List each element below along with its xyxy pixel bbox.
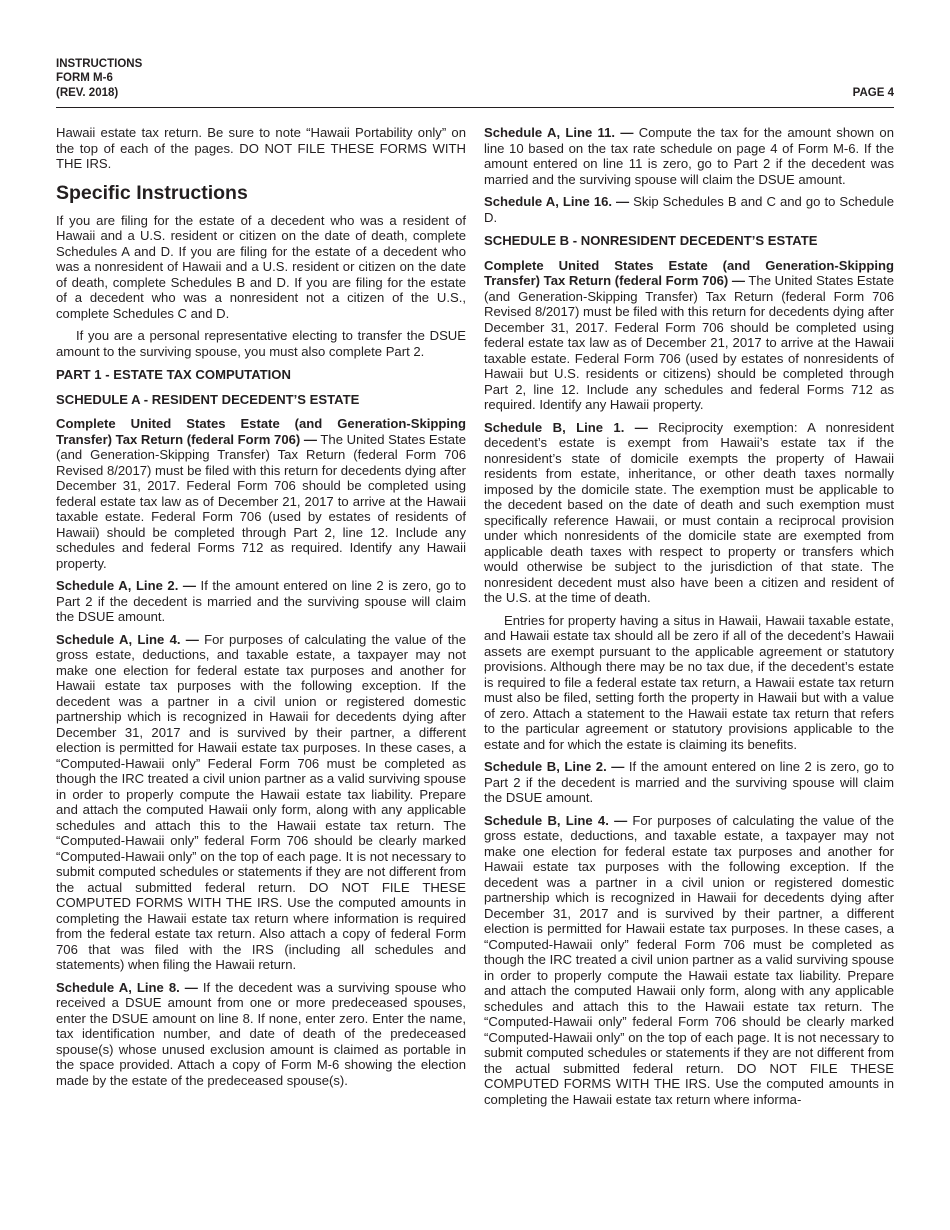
specific-instructions-title: Specific Instructions bbox=[56, 181, 248, 204]
page-number: PAGE 4 bbox=[852, 87, 894, 99]
specific-instructions-paragraph: If you are filing for the estate of a decedent who was a resident of Hawaii and a U.S. resident or citizen on the date of death, complete Schedules A and D. If you are filing for the estate of a decedent who was a nonresident of Hawaii and a U.S. resident or citizen on the date of death, complete Schedules B and D. If you are filing for the estate of a decedent who was a nonresident not a citizen of the U.S., complete Schedules C and D. bbox=[56, 212, 466, 321]
paragraph-body: The United States Estate (and Generation-Skipping Transfer) Tax Return (federal Form 706 Revised 8/2017) must be filed with this return for decedents dying after December 31, 2017. Federal Form 706 should be completed using federal estate tax law as of December 21, 2017 to arrive at the Hawaii taxable estate. Federal Form 706 (used by estates of nonresidents of Hawaii but U.S. residents or citizens) should be completed through Part 2, line 12. Include any schedules and federal Forms 712 as required. Identify any Hawaii property. bbox=[484, 273, 895, 412]
paragraph-body: For purposes of calculating the value of the gross estate, deductions, and taxable estate, a taxpayer may not make one election for federal estate tax purposes and another for Hawaii estate tax purposes with the following exception. If the decedent was a partner in a civil union or registered domestic partnership which is recognized in Hawaii for decedents dying after December 31, 2017 and is survived by their partner, a different election is permitted for Hawaii estate tax purposes. In these cases, a “Computed-Hawaii only” Federal Form 706 must be completed as though the IRC treated a civil union partner as a valid surviving spouse in order to properly compute the Hawaii estate tax liability. Prepare and attach the computed Hawaii only form, along with any applicable schedules and attach this to the Hawaii estate tax return. The “Computed-Hawaii only” federal Form 706 should be clearly marked “Computed-Hawaii only” on the top of each page. It is not necessary to submit computed schedules or statements if they are not different from the actual submitted federal return. DO NOT FILE THESE COMPUTED FORMS WITH THE IRS. Use the computed amounts in completing the Hawaii estate tax return where information is required from the federal estate tax return. Also attach a copy of federal Form 706 that was filed with the IRS (including all schedules and statements) when filing the Hawaii return. bbox=[56, 631, 466, 972]
paragraph-body: The United States Estate (and Generation-Skipping Transfer) Tax Return (federal Form 706 Revised 8/2017) must be filed with this return for decedents dying after December 31, 2017. Federal Form 706 should be completed using federal estate tax law as of December 21, 2017 to arrive at the Hawaii taxable estate. Federal Form 706 (used by estates of residents of Hawaii) should be completed through Part 2, line 12. Include any schedules and federal Forms 712 as required. Identify any Hawaii property. bbox=[56, 431, 467, 571]
paragraph-lead: Schedule A, Line 4. — bbox=[56, 631, 199, 647]
paragraph-lead: Complete United States Estate (and Generation-Skipping Transfer) Tax Return (federal Form 706) — bbox=[56, 416, 466, 447]
paragraph-body: If the amount entered on line 2 is zero, go to Part 2 if the decedent is married and the surviving spouse will claim the DSUE amount. bbox=[56, 578, 466, 624]
paragraph-body: Reciprocity exemption: A nonresident decedent’s estate is exempt from Hawaii’s estate tax if the nonresident’s state of domicile exempts the property of Hawaii residents from estate, inheritance, or other death taxes normally imposed by the domicile state. The exemption must be applicable to the decedent based on the date of death and such exemption must specifically reference Hawaii, or must contain a reciprocal provision under which nonresidents of the domicile state are exempted from applicable death taxes with respect to property or transfers which would otherwise be subject to the jurisdiction of that state. The nonresident decedent must also have been a citizen and resident of the U.S. at the time of death. bbox=[484, 419, 894, 605]
schedule-a-complete-paragraph bbox=[56, 416, 466, 571]
paragraph-lead: Schedule B, Line 1. — bbox=[484, 419, 648, 435]
intro-paragraph: Hawaii estate tax return. Be sure to note “Hawaii Portability only” on the top of each of the pages. DO NOT FILE THESE FORMS WITH THE IRS. bbox=[56, 125, 466, 171]
paragraph-lead: Schedule A, Line 11. — bbox=[484, 125, 634, 140]
header-revision: (REV. 2018) bbox=[56, 86, 119, 99]
paragraph-body: If the decedent was a surviving spouse who received a DSUE amount from one or more predeceased spouses, enter the DSUE amount on line 8. If none, enter zero. Enter the name, tax identification number, and date of death of the predeceased spouse(s) whose unused exclusion amount is claimed as portable in the space provided. Attach a copy of Form M-6 showing the election made by the estate of the predeceased spouse(s). bbox=[56, 979, 466, 1088]
schedule-a-heading: SCHEDULE A - RESIDENT DECEDENT’S ESTATE bbox=[56, 391, 360, 407]
header-instructions: INSTRUCTIONS bbox=[56, 58, 143, 70]
part1-heading: PART 1 - ESTATE TAX COMPUTATION bbox=[56, 367, 291, 382]
paragraph-lead: Schedule A, Line 2. — bbox=[56, 578, 196, 593]
paragraph-lead: Schedule B, Line 4. — bbox=[484, 812, 628, 828]
dsue-paragraph: If you are a personal representative electing to transfer the DSUE amount to the surviving spouse, you must also complete Part 2. bbox=[56, 328, 466, 359]
schedule-b-entries-paragraph: Entries for property having a situs in Hawaii, Hawaii taxable estate, and Hawaii estate tax should all be zero if all of the decedent’s Hawaii assets are exempt pursuant to the applicable agreement or statutory provisions. Although there may be no tax due, if the decedent’s estate is required to file a federal estate tax return, a Hawaii estate tax return must also be filed, setting forth the property in Hawaii but with a value of zero. Attach a statement to the Hawaii estate tax return that refers to the particular agreement or statutory provisions applicable to the estate and for which the estate is claiming its benefits. bbox=[484, 612, 894, 752]
paragraph-lead: Schedule A, Line 16. — bbox=[484, 194, 630, 209]
schedule-b-line1-paragraph bbox=[484, 420, 894, 606]
left-column bbox=[56, 125, 466, 1095]
right-column bbox=[484, 125, 894, 1114]
paragraph-body: For purposes of calculating the value of the gross estate, deductions, and taxable estate, a taxpayer may not make one election for federal estate tax purposes and another for Hawaii estate tax purposes with the following exception. If the decedent was a partner in a civil union or registered domestic partnership which is recognized in Hawaii for decedents dying after December 31, 2017 and is survived by their partner, a different election is permitted for Hawaii estate tax purposes. In these cases, a “Computed-Hawaii only” federal Form 706 must be completed as though the IRC treated a civil union partner as a valid surviving spouse in order to properly compute the Hawaii estate tax liability. Prepare and attach the computed Hawaii only form, along with any applicable schedules and attach this to the Hawaii estate tax return. The “Computed-Hawaii only” federal Form 706 should be clearly marked “Computed-Hawaii only” on the top of each page. It is not necessary to submit computed schedules or statements if they are not different from the actual submitted federal return. DO NOT FILE THESE COMPUTED FORMS WITH THE IRS. Use the computed amounts in completing the Hawaii estate tax return where informa- bbox=[484, 812, 894, 1107]
page-header bbox=[56, 57, 894, 108]
form-identifier bbox=[56, 57, 142, 100]
paragraph-lead: Schedule A, Line 8. — bbox=[56, 979, 198, 995]
header-form-number: FORM M-6 bbox=[56, 72, 113, 85]
schedule-a-line16-paragraph bbox=[484, 194, 894, 225]
paragraph-body: Compute the tax for the amount shown on line 10 based on the tax rate schedule on page 4 of Form M-6. If the amount entered on line 11 is zero, go to Part 2 if the decedent was married and the surviving spouse will claim the DSUE amount. bbox=[484, 125, 894, 187]
paragraph-body: Skip Schedules B and C and go to Schedule D. bbox=[484, 194, 894, 225]
schedule-b-line2-paragraph bbox=[484, 759, 894, 806]
schedule-a-line11-paragraph bbox=[484, 125, 894, 187]
schedule-a-line2-paragraph bbox=[56, 578, 466, 625]
paragraph-lead: Schedule B, Line 2. — bbox=[484, 759, 625, 774]
schedule-b-line4-paragraph bbox=[484, 813, 894, 1108]
paragraph-lead: Complete United States Estate (and Generation-Skipping Transfer) Tax Return (federal Form 706) — bbox=[484, 257, 894, 288]
schedule-a-line4-paragraph bbox=[56, 632, 466, 973]
paragraph-body: If the amount entered on line 2 is zero, go to Part 2 if the decedent is married and the surviving spouse will claim the DSUE amount. bbox=[484, 759, 894, 805]
schedule-b-complete-paragraph bbox=[484, 258, 894, 413]
schedule-b-heading: SCHEDULE B - NONRESIDENT DECEDENT’S ESTATE bbox=[484, 233, 818, 248]
schedule-a-line8-paragraph bbox=[56, 980, 466, 1089]
